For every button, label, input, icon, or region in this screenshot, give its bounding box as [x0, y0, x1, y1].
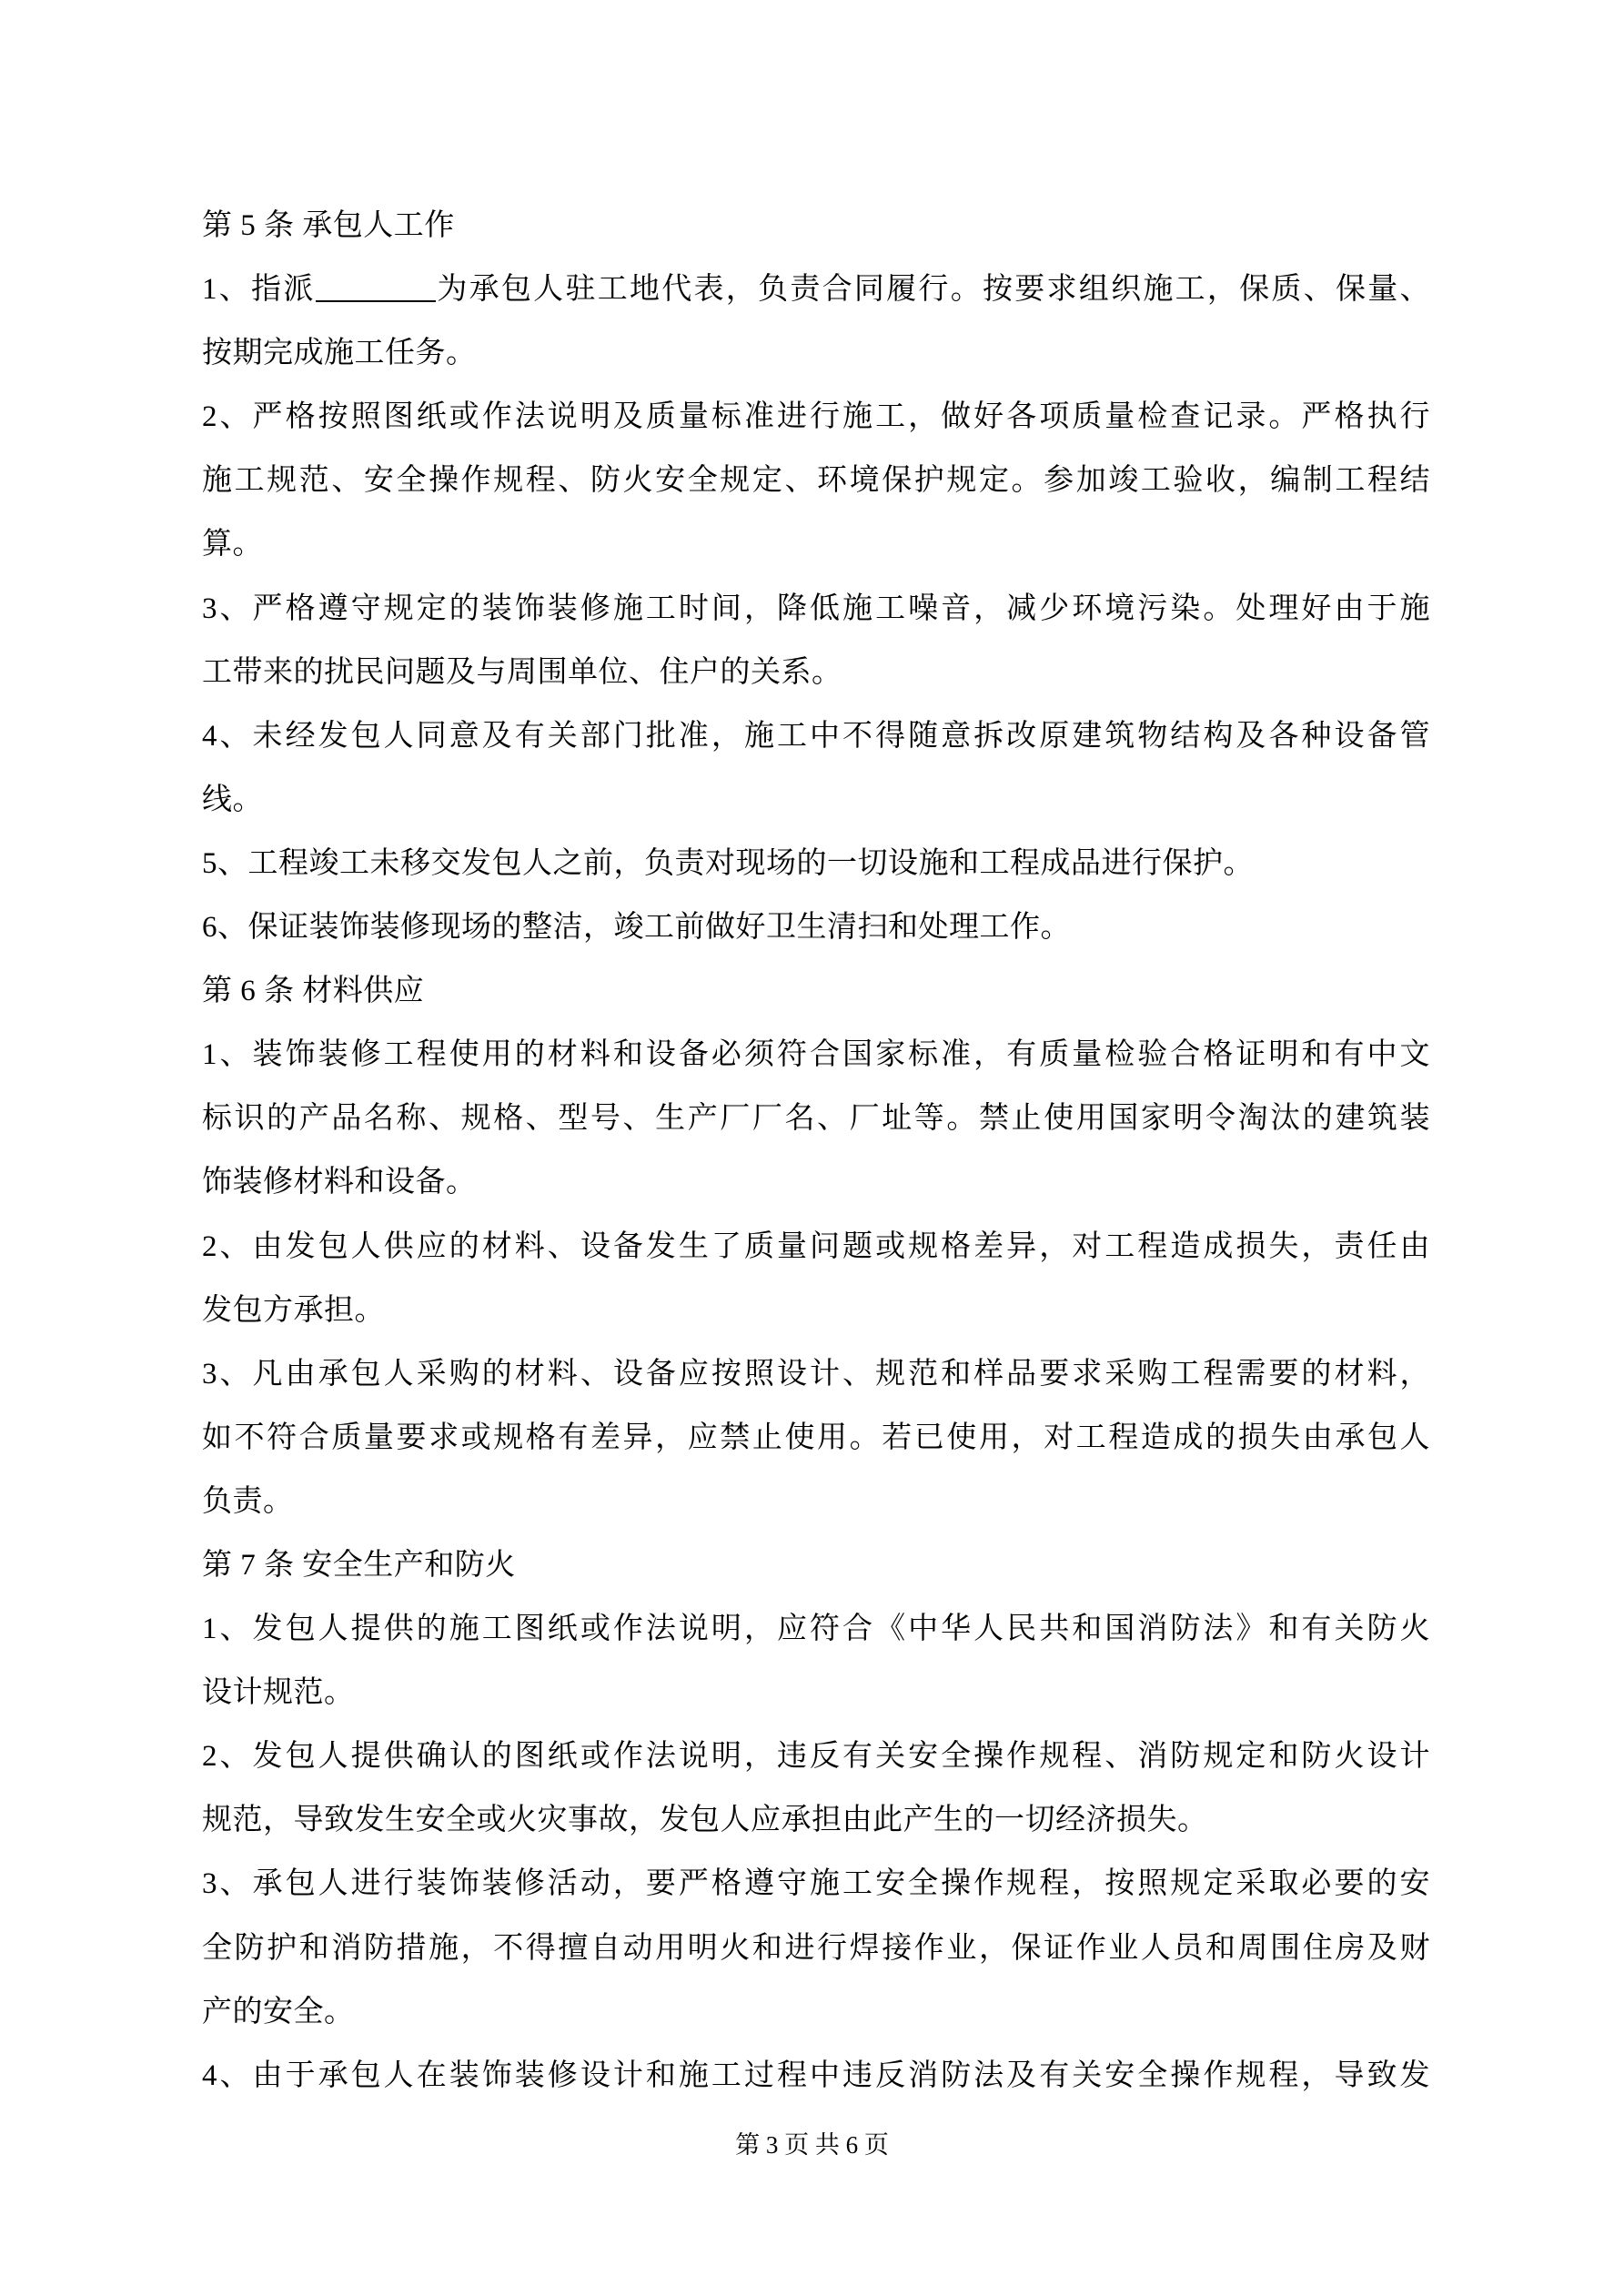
heading-line: 第 6 条 材料供应: [202, 975, 425, 1008]
text-line: 1、装饰装修工程使用的材料和设备必须符合国家标准，有质量检验合格证明和有中文: [202, 1038, 1430, 1072]
text-line: 6、保证装饰装修现场的整洁，竣工前做好卫生清扫和处理工作。: [202, 911, 1071, 945]
text-line: 4、由于承包人在装饰装修设计和施工过程中违反消防法及有关安全操作规程，导致发: [202, 2058, 1430, 2092]
text-line: 负责。: [202, 1484, 294, 1518]
text-line: 设计规范。: [202, 1676, 355, 1710]
heading-line: 第 7 条 安全生产和防火: [202, 1548, 516, 1582]
text-line: 如不符合质量要求或规格有差异，应禁止使用。若已使用，对工程造成的损失由承包人: [202, 1421, 1430, 1454]
text-line: 2、严格按照图纸或作法说明及质量标准进行施工，做好各项质量检查记录。严格执行: [202, 400, 1430, 434]
text-line: [202, 258, 1430, 321]
line-text: 为承包人驻工地代表，负责合同履行。按要求组织施工，保质、保量、: [435, 273, 1431, 307]
text-line: 4、未经发包人同意及有关部门批准，施工中不得随意拆改原建筑物结构及各种设备管: [202, 719, 1430, 753]
text-line: 线。: [202, 783, 263, 816]
text-line: 饰装修材料和设备。: [202, 1166, 477, 1199]
text-line: 产的安全。: [202, 1995, 355, 2028]
text-line: 3、凡由承包人采购的材料、设备应按照设计、规范和样品要求采购工程需要的材料，: [202, 1357, 1430, 1391]
text-line: 5、工程竣工未移交发包人之前，负责对现场的一切设施和工程成品进行保护。: [202, 846, 1254, 880]
page-number-footer: 第 3 页 共 6 页: [735, 2131, 889, 2159]
text-line: 3、承包人进行装饰装修活动，要严格遵守施工安全操作规程，按照规定采取必要的安: [202, 1867, 1430, 1901]
text-line: 工带来的扰民问题及与周围单位、住户的关系。: [202, 655, 842, 689]
line-text: 1、指派: [202, 273, 316, 307]
text-line: 施工规范、安全操作规程、防火安全规定、环境保护规定。参加竣工验收，编制工程结: [202, 464, 1430, 498]
text-line: 标识的产品名称、规格、型号、生产厂厂名、厂址等。禁止使用国家明令淘汰的建筑装: [202, 1102, 1430, 1136]
text-line: 规范，导致发生安全或火灾事故，发包人应承担由此产生的一切经济损失。: [202, 1804, 1208, 1837]
text-line: 全防护和消防措施，不得擅自动用明火和进行焊接作业，保证作业人员和周围住房及财: [202, 1931, 1430, 1965]
text-line: 3、严格遵守规定的装饰装修施工时间，降低施工噪音，减少环境污染。处理好由于施: [202, 592, 1430, 625]
heading-line: 第 5 条 承包人工作: [202, 209, 455, 242]
text-line: 2、发包人提供确认的图纸或作法说明，违反有关安全操作规程、消防规定和防火设计: [202, 1740, 1430, 1774]
text-line: 2、由发包人供应的材料、设备发生了质量问题或规格差异，对工程造成损失，责任由: [202, 1229, 1430, 1263]
text-line: 按期完成施工任务。: [202, 337, 477, 370]
document-content: [202, 194, 1430, 2108]
text-line: 发包方承担。: [202, 1293, 385, 1327]
text-line: 1、发包人提供的施工图纸或作法说明，应符合《中华人民共和国消防法》和有关防火: [202, 1613, 1430, 1646]
blank-underline: [316, 298, 436, 302]
text-line: 算。: [202, 528, 263, 561]
